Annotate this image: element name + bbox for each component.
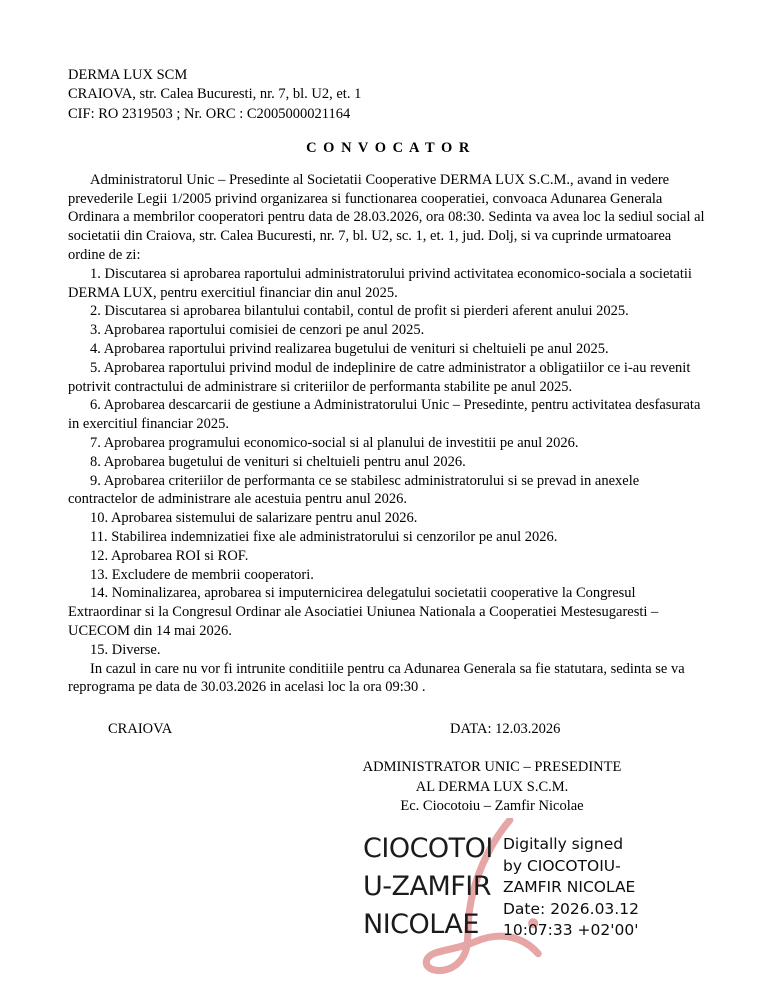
- agenda-item: 9. Aprobarea criteriilor de performanta ce se stabilesc administratorului si se prevad in anexele contractelor de administrare ale acestuia pentru anul 2026.: [68, 472, 640, 508]
- agenda-item: 15. Diverse.: [90, 641, 161, 658]
- company-address: CRAIOVA, str. Calea Bucuresti, nr. 7, bl. U2, et. 1: [68, 86, 362, 103]
- city-label: CRAIOVA: [108, 721, 173, 738]
- signature-details-line: Date: 2026.03.12: [503, 899, 639, 918]
- signature-name-line: CIOCOTOI: [363, 833, 493, 864]
- closing-paragraph: In cazul in care nu vor fi intrunite conditiile pentru ca Adunarea Generala sa fie statutara, sedinta se va reprograma pe data de 30.03.2026 in acelasi loc la ora 09:30 .: [68, 660, 685, 696]
- agenda-item: 3. Aprobarea raportului comisiei de cenzori pe anul 2025.: [90, 322, 425, 339]
- agenda-item: 8. Aprobarea bugetului de venituri si cheltuieli pentru anul 2026.: [90, 453, 466, 470]
- agenda-item: 7. Aprobarea programului economico-social si al planului de investitii pe anul 2026.: [90, 435, 579, 452]
- signatory-name: Ec. Ciocotoiu – Zamfir Nicolae: [400, 798, 584, 815]
- company-registration: CIF: RO 2319503 ; Nr. ORC : C2005000021164: [68, 105, 351, 122]
- city-date-row: [68, 721, 709, 740]
- agenda-item: 12. Aprobarea ROI si ROF.: [90, 547, 249, 564]
- agenda-item: 4. Aprobarea raportului privind realizarea bugetului de venituri si cheltuieli pe anul 2025.: [90, 341, 609, 358]
- signature-details-line: by CIOCOTOIU-: [503, 856, 621, 875]
- signature-name-line: NICOLAE: [363, 909, 479, 940]
- signature-details-line: 10:07:33 +02'00': [503, 921, 639, 939]
- agenda-item: 14. Nominalizarea, aprobarea si imputernicirea delegatului societatii cooperative la Congresul Extraordinar si la Congresul Ordinar ale Asociatiei Uniunea Nationala a Cooperatiei Mestesugaresti – UCECOM din 14 mai 2026.: [68, 585, 659, 640]
- signature-details: [503, 834, 639, 942]
- agenda-item: 1. Discutarea si aprobarea raportului administratorului privind activitatea economico-sociala a societatii DERMA LUX, pentru exercitiul financiar din anul 2025.: [68, 265, 692, 301]
- signatory-role-line1: ADMINISTRATOR UNIC – PRESEDINTE: [362, 759, 622, 776]
- agenda-item: 11. Stabilirea indemnizatiei fixe ale administratorului si cenzorilor pe anul 2026.: [90, 529, 558, 546]
- agenda-item: 2. Discutarea si aprobarea bilantului contabil, contul de profit si pierderi aferent anului 2025.: [90, 303, 629, 320]
- agenda-item: 6. Aprobarea descarcarii de gestiune a Administratorului Unic – Presedinte, pentru activitatea desfasurata in exercitiul financiar 2025.: [68, 397, 701, 433]
- signatory-role-line2: AL DERMA LUX S.C.M.: [415, 778, 569, 795]
- document-content: [68, 66, 709, 817]
- agenda-item: 10. Aprobarea sistemului de salarizare pentru anul 2026.: [90, 510, 418, 527]
- letterhead: [68, 66, 709, 124]
- signature-details-line: ZAMFIR NICOLAE: [503, 878, 636, 896]
- digital-signature-stamp: [363, 824, 673, 984]
- date-label: DATA: 12.03.2026: [450, 721, 561, 738]
- intro-paragraph: Administratorul Unic – Presedinte al Societatii Cooperative DERMA LUX S.C.M., avand in vedere prevederile Legii 1/2005 privind organizarea si functionarea cooperatiei, convoaca Adunarea Generala Ordinara a membrilor cooperatori pentru data de 28.03.2026, ora 08:30. Sedinta va avea loc la sediul social al societatii din Craiova, str. Calea Bucuresti, nr. 7, bl. U2, sc. 1, et. 1, jud. Dolj, si va cuprinde urmatoarea ordine de zi:: [68, 171, 705, 264]
- signatory-block: [322, 758, 662, 817]
- company-name: DERMA LUX SCM: [68, 67, 188, 83]
- signature-details-line: Digitally signed: [503, 835, 624, 853]
- agenda-item: 5. Aprobarea raportului privind modul de indeplinire de catre administrator a obligatiilor ce i-au revenit potrivit contractului de administrare si criteriilor de performanta stabilite pe anul 2025.: [68, 359, 691, 395]
- document-title: C O N V O C A T O R: [306, 139, 471, 156]
- agenda-item: 13. Excludere de membrii cooperatori.: [90, 566, 314, 583]
- signature-name-line: U-ZAMFIR: [363, 871, 492, 902]
